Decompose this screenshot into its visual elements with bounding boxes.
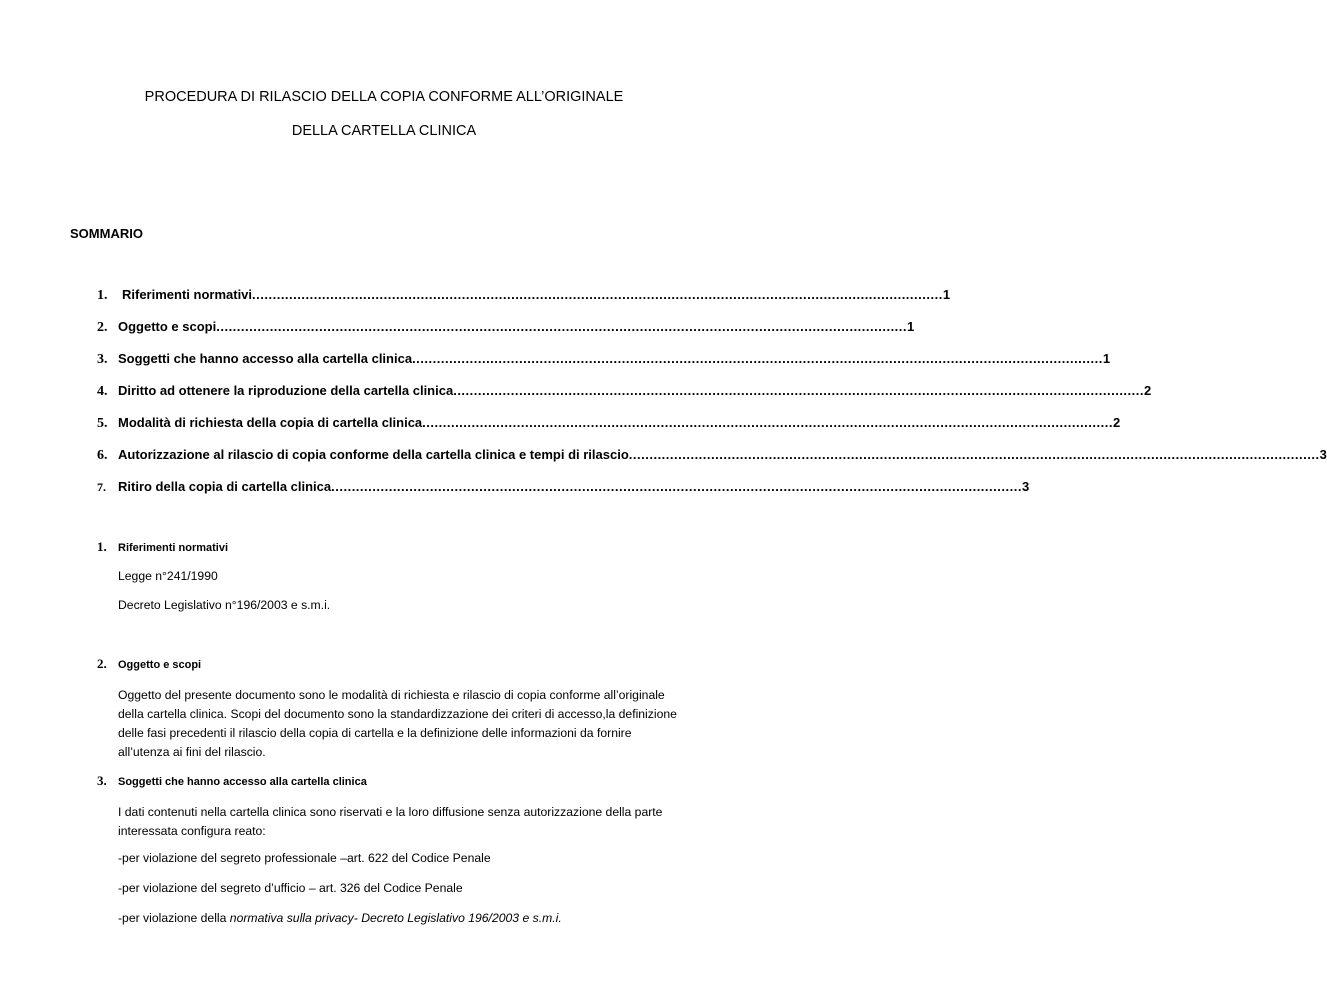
summary-heading: SOMMARIO [70, 226, 143, 241]
section-2-heading [97, 656, 201, 672]
toc-entry-2[interactable] [97, 319, 915, 336]
toc-entry-title: Ritiro della copia di cartella clinica [118, 479, 332, 494]
document-title-line-2: DELLA CARTELLA CLINICA [291, 123, 477, 139]
toc-leader-dots: ........................................................................................................................................................................ [628, 447, 1320, 462]
section-number: 1. [97, 539, 107, 554]
section-1-line-2: Decreto Legislativo n°196/2003 e s.m.i. [118, 598, 331, 612]
section-3-list-item-1: -per violazione del segreto professionale –art. 622 del Codice Penale [118, 851, 491, 865]
toc-entry-page: 2 [1112, 415, 1121, 430]
toc-entry-title: Riferimenti normativi [122, 287, 253, 302]
toc-entry-page: 3 [1021, 479, 1030, 494]
toc-entry-number: 3. [97, 352, 108, 367]
section-2-paragraph: Oggetto del presente documento sono le modalità di richiesta e rilascio di copia conforme all’originale della cartella clinica. Scopi del documento sono la standardizzazione dei criteri di accesso,la definizione delle fasi precedenti il rilascio della copia di cartella e la definizione delle informazioni da fornire all’utenza ai fini del rilascio. [118, 688, 677, 759]
document-title-line-1: PROCEDURA DI RILASCIO DELLA COPIA CONFORME ALL’ORIGINALE [144, 89, 624, 105]
toc-entry-4[interactable] [97, 383, 1152, 400]
section-3-heading [97, 773, 367, 789]
toc-entry-7[interactable] [97, 479, 1030, 495]
toc-entry-page: 3 [1319, 447, 1327, 462]
toc-entry-3[interactable] [97, 351, 1111, 368]
toc-entry-title: Modalità di richiesta della copia di cartella clinica [118, 415, 423, 430]
toc-entry-1[interactable] [97, 287, 951, 304]
toc-entry-number: 1. [97, 288, 108, 303]
toc-entry-5[interactable] [97, 415, 1121, 432]
toc-entry-title: Diritto ad ottenere la riproduzione della cartella clinica [118, 383, 454, 398]
section-title: Riferimenti normativi [118, 542, 229, 554]
toc-leader-dots: ........................................................................................................................................................................ [422, 415, 1113, 430]
toc-entry-number: 4. [97, 384, 108, 399]
toc-leader-dots: ........................................................................................................................................................................ [412, 351, 1103, 366]
toc-entry-6[interactable] [97, 447, 1327, 464]
toc-leader-dots: ........................................................................................................................................................................ [252, 287, 943, 302]
toc-entry-title: Soggetti che hanno accesso alla cartella clinica [118, 351, 413, 366]
toc-entry-page: 1 [907, 319, 915, 334]
section-3-paragraph: I dati contenuti nella cartella clinica sono riservati e la loro diffusione senza autorizzazione della parte interessata configura reato: [118, 805, 663, 838]
list-item-italic-reference: normativa sulla privacy- Decreto Legislativo 196/2003 e s.m.i. [229, 911, 562, 925]
toc-leader-dots: ........................................................................................................................................................................ [216, 319, 908, 334]
toc-entry-title: Oggetto e scopi [118, 319, 217, 334]
section-title: Oggetto e scopi [118, 659, 202, 671]
list-item-prefix: -per violazione della [118, 911, 230, 925]
toc-entry-number: 7. [97, 480, 106, 494]
toc-entry-page: 1 [942, 287, 951, 302]
toc-entry-number: 6. [97, 448, 108, 463]
toc-entry-page: 2 [1144, 383, 1152, 398]
toc-entry-page: 1 [1102, 351, 1111, 366]
section-number: 2. [97, 656, 107, 671]
toc-entry-title: Autorizzazione al rilascio di copia conforme della cartella clinica e tempi di rilascio [118, 447, 629, 462]
section-3-list-item-3 [118, 911, 562, 925]
section-title: Soggetti che hanno accesso alla cartella clinica [118, 776, 367, 788]
toc-leader-dots: ........................................................................................................................................................................ [331, 479, 1022, 494]
toc-leader-dots: ........................................................................................................................................................................ [453, 383, 1144, 398]
toc-entry-number: 2. [97, 320, 108, 335]
section-number: 3. [97, 773, 107, 788]
section-3-list-item-2: -per violazione del segreto d’ufficio – art. 326 del Codice Penale [118, 881, 463, 895]
toc-entry-number: 5. [97, 416, 108, 431]
section-1-line-1: Legge n°241/1990 [118, 569, 218, 583]
section-1-heading [97, 539, 228, 555]
